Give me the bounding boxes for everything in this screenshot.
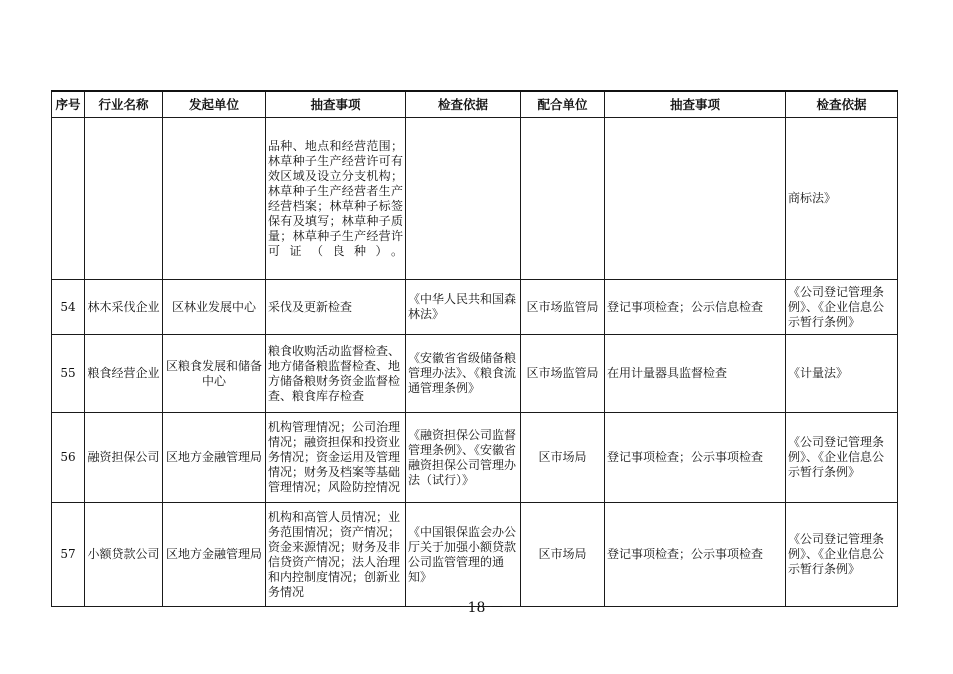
cell-partner: 区市场监管局 [521,335,605,413]
cell-initiator: 区林业发展中心 [163,280,266,335]
cell-no [52,118,85,280]
cell-partner: 区市场局 [521,503,605,607]
cell-item2 [605,118,786,280]
header-cell: 检查依据 [406,91,521,118]
cell-industry [85,118,163,280]
header-cell: 抽查事项 [605,91,786,118]
cell-basis2: 《计量法》 [786,335,898,413]
header-cell: 行业名称 [85,91,163,118]
table-row [52,413,898,503]
cell-partner: 区市场局 [521,413,605,503]
cell-basis: 《中华人民共和国森林法》 [406,280,521,335]
header-cell: 配合单位 [521,91,605,118]
cell-basis: 《安徽省省级储备粮管理办法》、《粮食流通管理条例》 [406,335,521,413]
cell-industry: 小额贷款公司 [85,503,163,607]
cell-no: 55 [52,335,85,413]
cell-initiator: 区地方金融管理局 [163,503,266,607]
cell-basis2: 商标法》 [786,118,898,280]
cell-basis [406,118,521,280]
table-row [52,503,898,607]
cell-basis2: 《公司登记管理条例》、《企业信息公示暂行条例》 [786,280,898,335]
cell-item2: 登记事项检查；公示事项检查 [605,413,786,503]
table-row [52,280,898,335]
cell-basis2: 《公司登记管理条例》、《企业信息公示暂行条例》 [786,503,898,607]
cell-industry: 融资担保公司 [85,413,163,503]
cell-item: 机构和高管人员情况；业务范围情况；资产情况；资金来源情况；财务及非信贷资产情况；法人治理和内控制度情况；创新业务情况 [266,503,406,607]
cell-partner: 区市场监管局 [521,280,605,335]
cell-basis: 《中国银保监会办公厅关于加强小额贷款公司监管管理的通知》 [406,503,521,607]
cell-item2: 在用计量器具监督检查 [605,335,786,413]
cell-item2: 登记事项检查；公示事项检查 [605,503,786,607]
cell-item: 机构管理情况；公司治理情况；融资担保和投资业务情况；资金运用及管理情况；财务及档案等基础管理情况；风险防控情况 [266,413,406,503]
header-cell: 抽查事项 [266,91,406,118]
table-row-continuation [52,118,898,280]
cell-no: 56 [52,413,85,503]
cell-item2: 登记事项检查；公示信息检查 [605,280,786,335]
cell-basis2: 《公司登记管理条例》、《企业信息公示暂行条例》 [786,413,898,503]
table-row [52,335,898,413]
cell-industry: 林木采伐企业 [85,280,163,335]
header-cell: 发起单位 [163,91,266,118]
cell-basis: 《融资担保公司监督管理条例》、《安徽省融资担保公司管理办法（试行）》 [406,413,521,503]
inspection-table [51,90,898,607]
cell-initiator: 区粮食发展和储备中心 [163,335,266,413]
cell-initiator [163,118,266,280]
cell-initiator: 区地方金融管理局 [163,413,266,503]
cell-no: 57 [52,503,85,607]
cell-item: 粮食收购活动监督检查、地方储备粮监督检查、地方储备粮财务资金监督检查、粮食库存检查 [266,335,406,413]
cell-item: 品种、地点和经营范围；林草种子生产经营许可有效区域及设立分支机构；林草种子生产经营者生产经营档案；林草种子标签保有及填写；林草种子质量；林草种子生产经营许可证（良种）。 [266,118,406,280]
cell-partner [521,118,605,280]
table-header-row [52,91,898,118]
page-number: － 18 － [449,600,504,616]
cell-item: 采伐及更新检查 [266,280,406,335]
cell-no: 54 [52,280,85,335]
header-cell: 检查依据 [786,91,898,118]
header-cell: 序号 [52,91,85,118]
cell-industry: 粮食经营企业 [85,335,163,413]
